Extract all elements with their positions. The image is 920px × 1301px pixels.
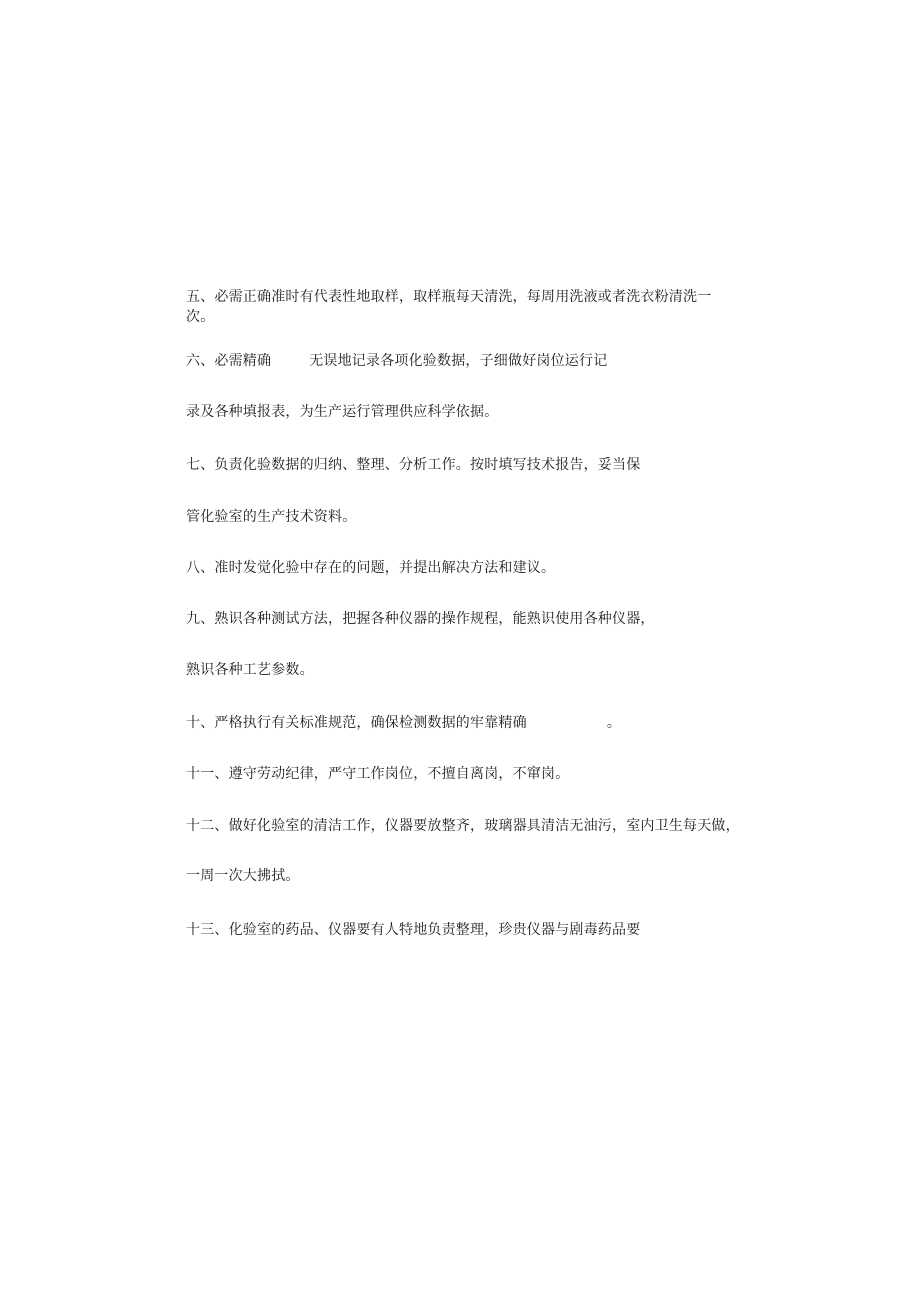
item-6-line-1 bbox=[186, 352, 607, 370]
item-12-line-1: 十二、做好化验室的清洁工作，仪器要放整齐，玻璃器具清洁无油污，室内卫生每天做， bbox=[186, 818, 740, 834]
item-10-line-1 bbox=[186, 714, 621, 732]
item-12-line-2: 一周一次大拂拭。 bbox=[186, 868, 300, 884]
item-8-line-1: 八、准时发觉化验中存在的问题，并提出解决方法和建议。 bbox=[186, 560, 556, 576]
item-6-line-2: 录及各种填报表，为生产运行管理供应科学依据。 bbox=[186, 404, 499, 420]
item-6-line-1-part-a: 六、必需精确 bbox=[186, 353, 272, 369]
item-7-line-1: 七、负责化验数据的归纳、整理、分析工作。按时填写技术报告，妥当保 bbox=[186, 457, 641, 473]
item-10-line-1-part-b: 。 bbox=[606, 715, 622, 731]
item-5-line-1: 五、必需正确准时有代表性地取样，取样瓶每天清洗，每周用洗液或者洗衣粉清洗一 bbox=[186, 289, 712, 305]
item-11-line-1: 十一、遵守劳动纪律，严守工作岗位，不擅自离岗，不窜岗。 bbox=[186, 766, 570, 782]
item-10-line-1-part-a: 十、严格执行有关标准规范，确保检测数据的牢靠精确 bbox=[186, 715, 527, 731]
item-7-line-2: 管化验室的生产技术资料。 bbox=[186, 509, 357, 525]
item-13-line-1: 十三、化验室的药品、仪器要有人特地负责整理，珍贵仪器与剧毒药品要 bbox=[186, 922, 641, 938]
item-6-line-1-part-b: 无误地记录各项化验数据，子细做好岗位运行记 bbox=[309, 353, 608, 369]
item-5-line-2: 次。 bbox=[186, 309, 215, 325]
item-9-line-2: 熟识各种工艺参数。 bbox=[186, 662, 314, 678]
item-9-line-1: 九、熟识各种测试方法，把握各种仪器的操作规程，能熟识使用各种仪器， bbox=[186, 611, 655, 627]
